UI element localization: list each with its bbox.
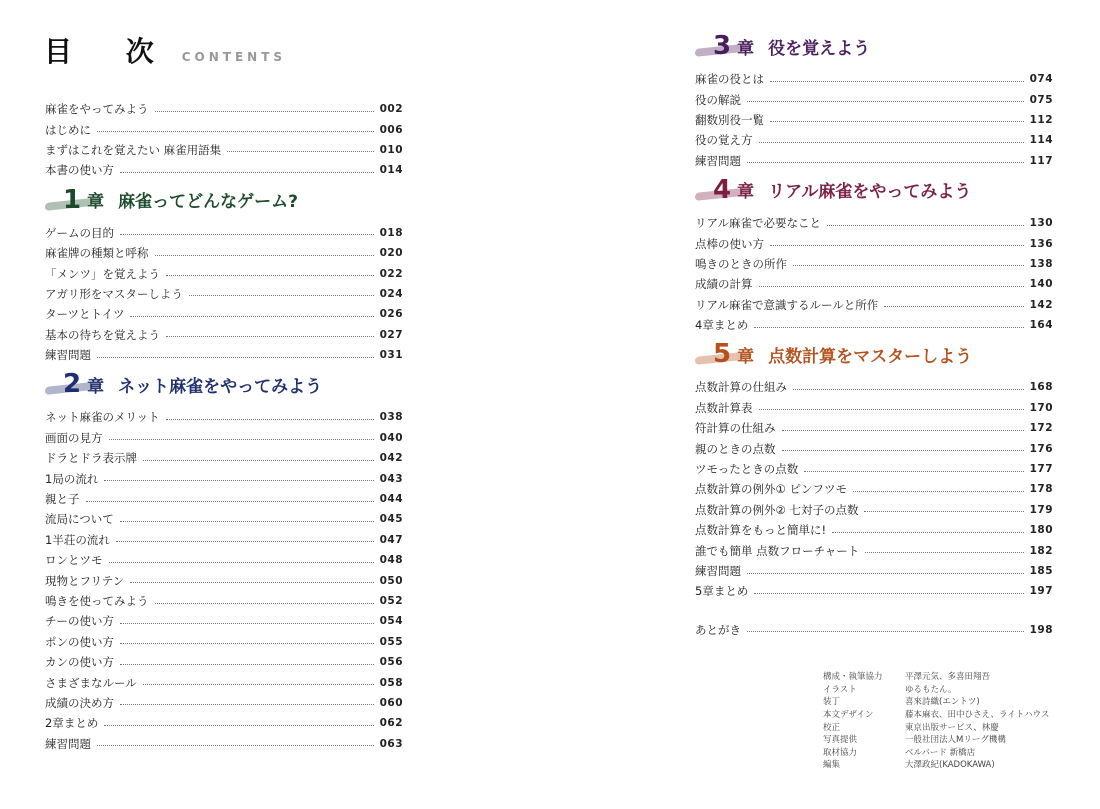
toc-entry[interactable]: [45, 345, 403, 365]
credit-row: [823, 720, 1049, 733]
title-text: 目 次: [44, 35, 176, 68]
toc-entry[interactable]: [695, 581, 1053, 601]
entry-page: 020: [379, 247, 403, 260]
entry-page: 117: [1029, 154, 1053, 167]
entry-page: 075: [1029, 93, 1053, 106]
toc-entry[interactable]: [45, 160, 403, 180]
entry-label: ポンの使い方: [45, 634, 114, 649]
dot-leader: [104, 480, 373, 481]
title-subtitle: CONTENTS: [181, 50, 287, 64]
entry-page: 022: [379, 267, 403, 280]
dot-leader: [864, 511, 1023, 512]
chapter-number: 1: [63, 184, 82, 215]
chapter-suffix: 章: [87, 192, 105, 213]
toc-entry[interactable]: [45, 591, 403, 611]
chapter-suffix: 章: [87, 376, 105, 397]
toc-entry[interactable]: [695, 540, 1053, 560]
chapter-heading: [695, 335, 1053, 373]
entry-page: 038: [379, 411, 403, 424]
entry-page: 177: [1029, 463, 1053, 476]
entry-page: 045: [379, 513, 403, 526]
toc-entry[interactable]: [695, 110, 1053, 130]
entry-label: あとがき: [695, 622, 741, 637]
dot-leader: [793, 265, 1024, 266]
dot-leader: [782, 450, 1024, 451]
dot-leader: [104, 725, 373, 726]
entry-label: 麻雀をやってみよう: [45, 102, 149, 117]
credit-row: [823, 746, 1049, 759]
toc-entry[interactable]: [695, 398, 1053, 418]
toc-entry[interactable]: [695, 295, 1053, 315]
entry-page: 130: [1029, 217, 1053, 230]
dot-leader: [227, 151, 373, 152]
entry-page: 138: [1029, 257, 1053, 270]
credit-row: [823, 758, 1049, 771]
credit-name: 東京出版サービス、林慶: [905, 722, 999, 733]
toc-entry[interactable]: [695, 274, 1053, 294]
entry-label: 4章まとめ: [695, 318, 749, 333]
dot-leader: [166, 275, 374, 276]
chapter-title: 役を覚えよう: [768, 38, 871, 59]
entry-label: 基本の待ちを覚えよう: [45, 327, 160, 342]
entry-label: 役の覚え方: [695, 133, 753, 148]
entry-page: 044: [379, 493, 403, 506]
chapter-suffix: 章: [737, 346, 755, 367]
toc-entry[interactable]: [45, 304, 403, 324]
toc-entry[interactable]: [695, 459, 1053, 479]
credit-role: 写真提供: [823, 735, 858, 746]
dot-leader: [155, 111, 374, 112]
dot-leader: [832, 532, 1023, 533]
dot-leader: [884, 306, 1023, 307]
credit-role: 本文デザイン: [823, 710, 874, 721]
credit-role: 校正: [823, 722, 841, 733]
entry-page: 185: [1029, 565, 1053, 577]
dot-leader: [120, 521, 374, 522]
entry-page: 018: [379, 226, 403, 239]
dot-leader: [865, 552, 1023, 553]
dot-leader: [189, 295, 374, 296]
dot-leader: [143, 684, 374, 685]
entry-label: 練習問題: [45, 736, 91, 751]
dot-leader: [827, 225, 1024, 226]
dot-leader: [759, 286, 1024, 287]
toc-entry[interactable]: [45, 489, 403, 509]
dot-leader: [120, 623, 374, 624]
credit-role: 編集: [823, 760, 841, 771]
toc-entry[interactable]: [45, 243, 403, 263]
credit-row: [823, 683, 1049, 696]
entry-label: 役の解説: [695, 92, 741, 107]
entry-label: さまざまなルール: [45, 675, 137, 690]
entry-page: 179: [1029, 503, 1053, 516]
toc-entry[interactable]: [45, 693, 403, 713]
toc-entry[interactable]: [45, 550, 403, 570]
toc-entry[interactable]: [45, 140, 403, 160]
credits: [823, 670, 1049, 771]
credit-name: 大澤政紀(KADOKAWA): [905, 760, 995, 771]
credit-name: ゆるもたん。: [905, 684, 957, 695]
dot-leader: [120, 664, 374, 665]
entry-page: 112: [1029, 113, 1053, 126]
dot-leader: [120, 643, 374, 644]
toc-entry[interactable]: [45, 448, 403, 468]
entry-label: 鳴きを使ってみよう: [45, 594, 149, 608]
dot-leader: [120, 172, 374, 173]
entry-page: 040: [379, 431, 403, 444]
toc-entry[interactable]: [45, 632, 403, 652]
entry-page: 140: [1029, 278, 1053, 291]
page-title: [44, 30, 286, 70]
toc-entry[interactable]: [45, 263, 403, 283]
entry-page: 026: [379, 308, 403, 321]
entry-page: 172: [1029, 422, 1053, 435]
dot-leader: [754, 593, 1023, 594]
entry-label: ネット麻雀のメリット: [45, 410, 160, 425]
toc-entry[interactable]: [695, 213, 1053, 233]
toc-entry[interactable]: [695, 438, 1053, 458]
toc-entry[interactable]: [45, 428, 403, 448]
entry-label: 練習問題: [695, 153, 741, 168]
chapter-suffix: 章: [737, 182, 755, 203]
chapter-heading: [695, 27, 1053, 65]
credit-role: 装丁: [823, 697, 841, 708]
entry-page: 010: [379, 143, 403, 156]
entry-page: 031: [379, 349, 403, 362]
dot-leader: [782, 430, 1024, 431]
credit-role: イラスト: [823, 684, 857, 695]
chapter-number: 3: [713, 31, 732, 61]
toc-entry[interactable]: [695, 479, 1053, 499]
entry-label: 画面の見方: [45, 430, 103, 445]
entry-label: 点棒の使い方: [695, 236, 764, 251]
entry-label: リアル麻雀で必要なこと: [695, 216, 822, 231]
chapter-heading: [45, 181, 403, 219]
dot-leader: [793, 389, 1024, 390]
credit-name: 喜來詩織(エントツ): [905, 697, 980, 708]
dot-leader: [97, 131, 374, 132]
entry-page: 114: [1029, 134, 1053, 147]
entry-label: ターツとトイツ: [45, 307, 125, 322]
toc-entry[interactable]: [695, 151, 1053, 171]
entry-label: まずはこれを覚えたい 麻雀用語集: [45, 142, 222, 157]
dot-leader: [109, 439, 374, 440]
toc-entry[interactable]: [45, 325, 403, 345]
credit-row: [823, 708, 1049, 721]
dot-leader: [759, 142, 1024, 143]
entry-page: 197: [1029, 585, 1053, 598]
entry-label: 誰でも簡単 点数フローチャート: [695, 543, 860, 558]
credit-name: 藤本麻衣、田中ひさえ、ライトハウス: [905, 710, 1050, 721]
credit-row: [823, 733, 1049, 746]
entry-label: 麻雀の役とは: [695, 72, 764, 87]
entry-page: 178: [1029, 483, 1053, 496]
toc-entry[interactable]: [695, 561, 1053, 581]
dot-leader: [97, 745, 374, 746]
entry-page: 002: [379, 103, 403, 116]
entry-page: 060: [379, 696, 403, 709]
chapter-suffix: 章: [737, 38, 755, 59]
entry-page: 050: [379, 574, 403, 587]
toc-entry[interactable]: [45, 119, 403, 139]
entry-page: 063: [379, 737, 403, 750]
entry-label: リアル麻雀で意識するルールと所作: [695, 297, 879, 312]
dot-leader: [770, 81, 1024, 82]
chapter-title: ネット麻雀をやってみよう: [118, 376, 323, 397]
chapter-heading: [45, 365, 403, 403]
entry-label: 親のときの点数: [695, 441, 776, 456]
entry-page: 006: [379, 123, 403, 136]
entry-page: 056: [379, 656, 403, 669]
dot-leader: [166, 419, 374, 420]
dot-leader: [97, 357, 374, 358]
entry-label: 翻数別役一覧: [695, 112, 764, 127]
dot-leader: [759, 409, 1024, 410]
chapter-title: 点数計算をマスターしよう: [768, 346, 973, 367]
dot-leader: [109, 562, 374, 563]
entry-label: 「メンツ」を覚えよう: [45, 266, 160, 281]
entry-label: 成績の計算: [695, 277, 753, 292]
toc-entry[interactable]: [45, 652, 403, 672]
entry-label: 2章まとめ: [45, 716, 99, 731]
entry-page: 048: [379, 554, 403, 567]
entry-label: 点数計算の仕組み: [695, 380, 787, 395]
entry-label: 1局の流れ: [45, 471, 99, 486]
entry-label: 点数計算表: [695, 400, 753, 415]
toc-entry[interactable]: [695, 418, 1053, 438]
entry-label: 練習問題: [695, 564, 741, 578]
entry-page: 042: [379, 452, 403, 465]
entry-page: 062: [379, 717, 403, 730]
dot-leader: [130, 582, 373, 583]
entry-label: 点数計算をもっと簡単に!: [695, 523, 827, 538]
entry-page: 176: [1029, 442, 1053, 455]
left-column: [45, 99, 403, 754]
dot-leader: [853, 491, 1024, 492]
toc-entry[interactable]: [695, 500, 1053, 520]
toc-entry[interactable]: [695, 233, 1053, 253]
dot-leader: [770, 245, 1024, 246]
entry-label: ドラとドラ表示牌: [45, 451, 137, 466]
dot-leader: [130, 316, 373, 317]
credit-role: 取材協力: [823, 747, 858, 758]
entry-label: カンの使い方: [45, 655, 114, 670]
entry-page: 074: [1029, 73, 1053, 86]
chapter-heading: [695, 171, 1053, 209]
entry-label: ロンとツモ: [45, 553, 103, 568]
toc-entry[interactable]: [45, 611, 403, 631]
entry-label: 符計算の仕組み: [695, 421, 776, 436]
dot-leader: [155, 255, 374, 256]
credit-name: 平澤元気、多喜田翔吾: [905, 672, 991, 683]
dot-leader: [770, 121, 1024, 122]
entry-label: アガリ形をマスターしよう: [45, 286, 183, 301]
entry-page: 055: [379, 635, 403, 648]
entry-label: チーの使い方: [45, 614, 114, 629]
toc-entry[interactable]: [45, 223, 403, 243]
entry-label: 点数計算の例外② 七対子の点数: [695, 502, 859, 517]
entry-page: 170: [1029, 401, 1053, 414]
entry-label: 成績の決め方: [45, 695, 114, 710]
entry-page: 043: [379, 472, 403, 485]
entry-label: 麻雀牌の種類と呼称: [45, 246, 149, 261]
entry-page: 182: [1029, 544, 1053, 557]
entry-page: 052: [379, 595, 403, 607]
chapter-title: リアル麻雀をやってみよう: [768, 182, 972, 203]
toc-entry[interactable]: [45, 570, 403, 590]
entry-label: 5章まとめ: [695, 584, 749, 599]
spacer: [695, 602, 1053, 620]
dot-leader: [155, 603, 374, 604]
entry-page: 014: [379, 164, 403, 177]
entry-page: 047: [379, 533, 403, 546]
credit-row: [823, 695, 1049, 708]
toc-entry[interactable]: [45, 672, 403, 692]
entry-label: 親と子: [45, 492, 80, 507]
entry-label: 現物とフリテン: [45, 573, 125, 588]
credit-name: 一般社団法人Mリーグ機構: [905, 735, 1006, 746]
toc-entry[interactable]: [45, 284, 403, 304]
chapter-number: 2: [63, 369, 82, 400]
entry-page: 164: [1029, 319, 1053, 332]
entry-page: 142: [1029, 298, 1053, 311]
toc-entry[interactable]: [45, 99, 403, 119]
toc-entry[interactable]: [695, 254, 1053, 274]
toc-entry[interactable]: [695, 130, 1053, 150]
chapter-number: 5: [713, 339, 732, 370]
entry-page: 058: [379, 676, 403, 689]
dot-leader: [86, 501, 374, 502]
dot-leader: [166, 336, 374, 337]
toc-entry[interactable]: [45, 530, 403, 550]
entry-page: 054: [379, 615, 403, 628]
dot-leader: [116, 541, 374, 542]
entry-label: 練習問題: [45, 348, 91, 363]
entry-page: 180: [1029, 524, 1053, 537]
dot-leader: [754, 327, 1023, 328]
toc-entry[interactable]: [695, 377, 1053, 397]
dot-leader: [747, 573, 1024, 574]
toc-entry[interactable]: [695, 520, 1053, 540]
toc-entry[interactable]: [695, 620, 1053, 640]
dot-leader: [747, 631, 1024, 632]
chapter-title: 麻雀ってどんなゲーム?: [118, 192, 298, 213]
entry-label: ゲームの目的: [45, 225, 114, 240]
toc-entry[interactable]: [45, 713, 403, 733]
dot-leader: [804, 471, 1023, 472]
entry-page: 198: [1029, 623, 1053, 636]
dot-leader: [120, 234, 374, 235]
toc-entry[interactable]: [695, 69, 1053, 89]
toc-entry[interactable]: [695, 315, 1053, 335]
entry-label: 鳴きのときの所作: [695, 256, 787, 271]
entry-label: はじめに: [45, 122, 91, 137]
dot-leader: [120, 704, 374, 705]
credit-row: [823, 670, 1049, 683]
entry-label: ツモったときの点数: [695, 462, 799, 477]
entry-page: 024: [379, 287, 403, 300]
entry-label: 流局について: [45, 512, 114, 527]
toc-entry[interactable]: [45, 509, 403, 529]
entry-page: 168: [1029, 381, 1053, 394]
entry-page: 136: [1029, 237, 1053, 250]
chapter-number: 4: [713, 174, 732, 205]
dot-leader: [747, 101, 1024, 102]
toc-entry[interactable]: [45, 407, 403, 427]
entry-label: 本書の使い方: [45, 163, 114, 178]
toc-entry[interactable]: [695, 89, 1053, 109]
credit-role: 構成・執筆協力: [823, 672, 883, 683]
toc-entry[interactable]: [45, 468, 403, 488]
entry-page: 027: [379, 328, 403, 341]
right-column: [695, 27, 1053, 640]
dot-leader: [143, 460, 374, 461]
credit-name: ベルバード 新橋店: [905, 747, 976, 758]
entry-label: 点数計算の例外① ピンフツモ: [695, 482, 847, 497]
toc-entry[interactable]: [45, 734, 403, 754]
entry-label: 1半荘の流れ: [45, 532, 110, 547]
dot-leader: [747, 162, 1024, 163]
